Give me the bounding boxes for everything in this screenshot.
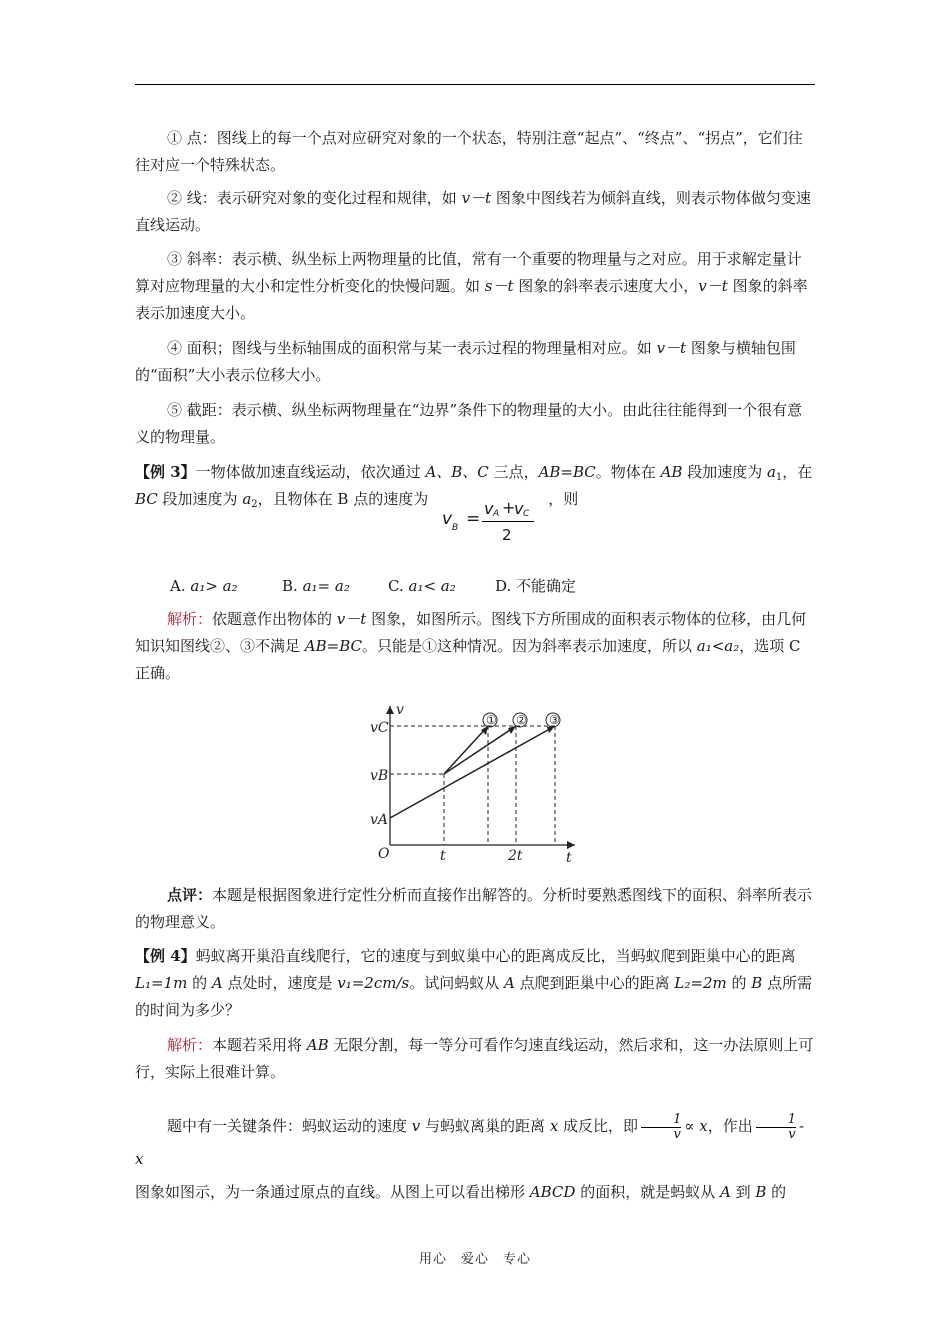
t1-label: t — [440, 848, 446, 864]
example4-analysis: 题中有一关键条件：蚂蚁运动的速度 v 与蚂蚁离巢的距离 x 成反比，即 $\frac{1}{v}$ ∝ x，作出 $\frac{1}{v}$ - x 图象如图示，为一条通过原点的直线。从图上可以看出梯形 ABCD 的面积，就是蚂蚁从 A 到 B 的 — [135, 1111, 805, 1201]
line2 — [444, 726, 516, 774]
inv-v-fraction-1: $\frac{1}{v}$ — [641, 1113, 681, 1142]
v-axis-label: v — [396, 702, 404, 718]
item-point: ① 点：图线上的每一个点对应研究对象的一个状态，特别注意“起点”、“终点”、“拐点”，它们往往对应一个特殊状态。 — [135, 129, 803, 174]
comment: 点评：本题是根据图象进行定性分析而直接作出解答的。分析时要熟悉图线下的面积、斜率所表示的物理意义。 — [135, 886, 813, 931]
inv-v-fraction-2: $\frac{1}{v}$ — [756, 1113, 796, 1142]
va-label: vA — [370, 812, 389, 828]
vb-formula: v B = v A + v C 2 — [440, 497, 560, 549]
line3 — [390, 726, 555, 818]
vb-label: vB — [370, 768, 389, 784]
t-axis-arrow — [567, 841, 575, 849]
t2-label: 2t — [508, 848, 523, 864]
item-area: ④ 面积；图线与坐标轴围成的面积常与某一表示过程的物理量相对应。如 v－t 图象与横轴包围的“面积”大小表示位移大小。 — [135, 339, 796, 384]
vc-label: vC — [370, 720, 389, 736]
label3: ③ — [549, 713, 560, 727]
line1-arrow — [481, 726, 488, 735]
example4-solution: 解析：本题若采用将 AB 无限分割，每一等分可看作匀速直线运动，然后求和，这一办法原则上可行，实际上很难计算。 — [135, 1036, 814, 1081]
line2-arrow — [508, 726, 516, 734]
label1: ① — [486, 713, 497, 727]
page-footer: 用心 爱心 专心 — [418, 1252, 531, 1267]
example3-solution: 解析：依题意作出物体的 v－t 图象，如图所示。图线下方所围成的面积表示物体的位移，由几何知识知图线②、③不满足 AB=BC。只能是①这种情况。因为斜率表示加速度，所以 a₁<a₂，选项 C 正确。 — [135, 610, 807, 682]
label2: ② — [516, 713, 527, 727]
item-line: ② 线：表示研究对象的变化过程和规律，如 v－t 图象中图线若为倾斜直线，则表示物体做匀变速直线运动。 — [135, 189, 811, 234]
choice-b: B. a₁= a₂ — [282, 577, 350, 595]
item-intercept: ⑤ 截距：表示横、纵坐标两物理量在“边界”条件下的物理量的大小。由此往往能得到一个很有意义的物理量。 — [135, 401, 803, 446]
v-axis-arrow — [386, 706, 394, 714]
choice-d: D. 不能确定 — [495, 577, 577, 595]
choice-c: C. a₁< a₂ — [388, 577, 456, 595]
example4-question: 【例 4】蚂蚁离开巢沿直线爬行，它的速度与到蚁巢中心的距离成反比，当蚂蚁爬到距巢中心的距离 L₁=1m 的 A 点处时，速度是 v₁=2cm/s。试问蚂蚁从 A 点爬到距巢中心的距离 L₂=2m 的 B 点所需的时间为多少？ — [135, 947, 813, 1019]
item-slope: ③ 斜率：表示横、纵坐标上两物理量的比值，常有一个重要的物理量与之对应。用于求解定量计算对应物理量的大小和定性分析变化的快慢问题。如 s－t 图象的斜率表示速度大小，v－t 图象的斜率表示加速度大小。 — [135, 250, 808, 322]
header-rule — [135, 84, 815, 85]
choice-a: A. a₁> a₂ — [170, 577, 238, 595]
vt-graph — [360, 700, 590, 870]
example3-question: 【例 3】一物体做加速直线运动，依次通过 A、B、C 三点，AB=BC。物体在 AB 段加速度为 $a_1$，在 BC 段加速度为 $a_2$，且物体在 B 点的速度为 ，则 — [135, 463, 813, 510]
t-axis-label: t — [566, 850, 572, 866]
origin-label: O — [378, 846, 390, 862]
